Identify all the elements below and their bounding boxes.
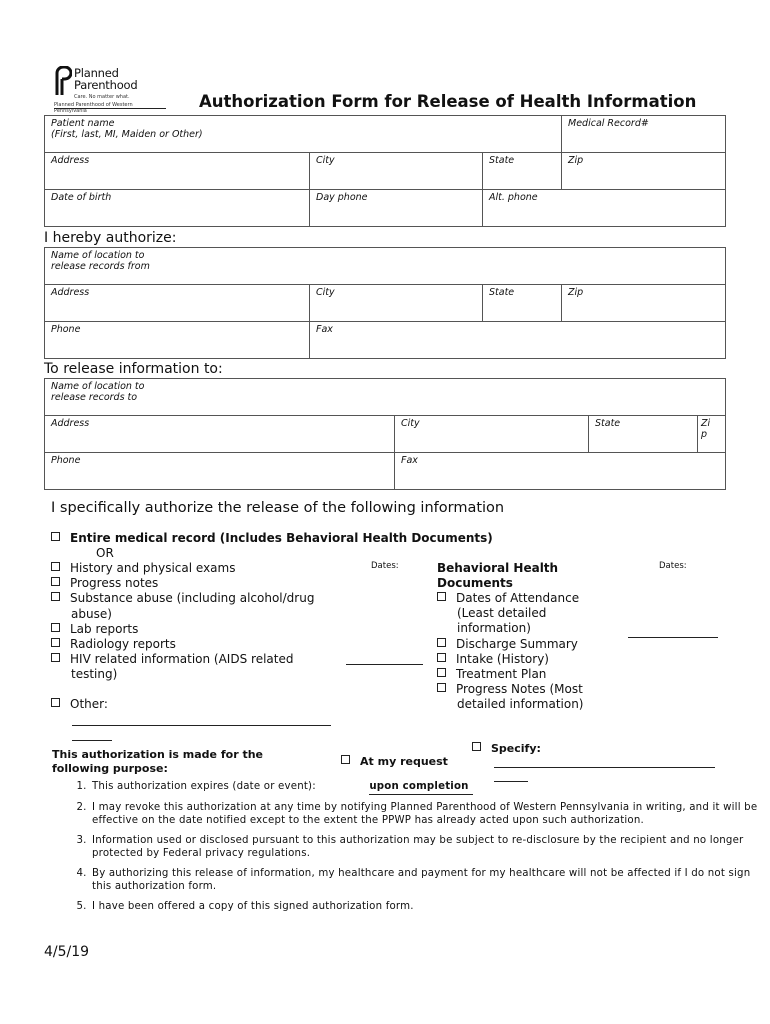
- checkbox-icon[interactable]: [51, 577, 60, 586]
- checkbox-icon[interactable]: [472, 742, 481, 751]
- option-substance-abuse-cont: abuse): [71, 606, 112, 621]
- release-to-city-field[interactable]: City: [395, 416, 589, 453]
- release-to-address-field[interactable]: Address: [45, 416, 395, 453]
- term-no-effect: 4. By authorizing this release of information, my healthcare and payment for my healthcare will not be affected if I do not sign this authorization form.: [90, 867, 770, 894]
- logo-tagline: Care. No matter what.: [74, 94, 130, 100]
- option-dates-attendance-cont2: information): [457, 621, 531, 636]
- release-to-fax-field[interactable]: Fax: [395, 453, 726, 490]
- authorize-heading: I hereby authorize:: [44, 230, 177, 246]
- release-from-state-field[interactable]: State: [483, 285, 562, 322]
- checkbox-icon[interactable]: [437, 592, 446, 601]
- patient-name-field[interactable]: Patient name (First, last, MI, Maiden or Other): [45, 116, 562, 153]
- patient-address-field[interactable]: Address: [45, 153, 310, 190]
- option-hiv-information[interactable]: HIV related information (AIDS related: [51, 652, 314, 667]
- patient-city-field[interactable]: City: [310, 153, 483, 190]
- specify-line[interactable]: [494, 767, 715, 768]
- medical-record-field[interactable]: Medical Record#: [562, 116, 726, 153]
- option-progress-notes-bh[interactable]: Progress Notes (Most: [437, 682, 583, 697]
- purpose-label: This authorization is made for the following purpose:: [52, 748, 263, 775]
- patient-state-field[interactable]: State: [483, 153, 562, 190]
- logo-affiliate: Planned Parenthood of Western Pennsylvania: [54, 102, 133, 114]
- release-from-fax-field[interactable]: Fax: [310, 322, 726, 359]
- option-substance-abuse[interactable]: Substance abuse (including alcohol/drug: [51, 591, 314, 606]
- term-copy-offered: 5. I have been offered a copy of this signed authorization form.: [90, 900, 770, 914]
- option-at-my-request[interactable]: At my request: [341, 755, 448, 769]
- bh-options-list: [437, 591, 583, 713]
- logo-divider: [54, 108, 166, 109]
- or-label: OR: [96, 546, 114, 560]
- release-from-table: [44, 247, 726, 359]
- release-from-city-field[interactable]: City: [310, 285, 483, 322]
- dates-label-left: Dates:: [371, 561, 399, 571]
- dates-label-right: Dates:: [659, 561, 687, 571]
- other-line-2[interactable]: [72, 740, 112, 741]
- option-hiv-information-cont: testing): [71, 667, 118, 682]
- left-options-list: [51, 561, 314, 683]
- release-from-phone-field[interactable]: Phone: [45, 322, 310, 359]
- option-entire-record[interactable]: Entire medical record (Includes Behavioral Health Documents): [51, 531, 493, 546]
- footer-date: 4/5/19: [44, 944, 90, 960]
- checkbox-icon[interactable]: [51, 532, 60, 541]
- release-to-zip-field[interactable]: Zi p: [698, 416, 726, 453]
- pp-logo-icon: [54, 66, 72, 96]
- term-redisclosure: 3. Information used or disclosed pursuant to this authorization may be subject to re-disclosure by the recipient and no longer protected by Federal privacy regulations.: [90, 834, 770, 861]
- alt-phone-field[interactable]: Alt. phone: [483, 190, 726, 227]
- expiration-value[interactable]: upon completion: [369, 780, 472, 795]
- specific-authorize-lead: I specifically authorize the release of the following information: [51, 500, 505, 516]
- term-expiration: 1. This authorization expires (date or event): upon completion: [90, 780, 770, 795]
- option-discharge-summary[interactable]: Discharge Summary: [437, 637, 583, 652]
- option-treatment-plan[interactable]: Treatment Plan: [437, 667, 583, 682]
- release-from-address-field[interactable]: Address: [45, 285, 310, 322]
- checkbox-icon[interactable]: [51, 638, 60, 647]
- option-lab-reports[interactable]: Lab reports: [51, 622, 314, 637]
- checkbox-icon[interactable]: [51, 623, 60, 632]
- dates-line-left[interactable]: [346, 664, 423, 665]
- patient-zip-field[interactable]: Zip: [562, 153, 726, 190]
- term-revoke: 2. I may revoke this authorization at any time by notifying Planned Parenthood of Western Pennsylvania in writing, and it will be effective on the date notified except to the extent the PPWP has already acted upon such authorization.: [90, 801, 770, 828]
- other-line[interactable]: [72, 725, 331, 726]
- option-radiology-reports[interactable]: Radiology reports: [51, 637, 314, 652]
- terms-list: [50, 780, 770, 919]
- option-dates-attendance[interactable]: Dates of Attendance: [437, 591, 583, 606]
- checkbox-icon[interactable]: [51, 562, 60, 571]
- release-from-location-field[interactable]: Name of location to release records from: [45, 248, 726, 285]
- release-from-zip-field[interactable]: Zip: [562, 285, 726, 322]
- checkbox-icon[interactable]: [437, 683, 446, 692]
- option-dates-attendance-cont1: (Least detailed: [457, 606, 547, 621]
- option-progress-notes[interactable]: Progress notes: [51, 576, 314, 591]
- release-to-state-field[interactable]: State: [589, 416, 698, 453]
- logo-wordmark: Planned Parenthood: [74, 66, 138, 92]
- option-intake-history[interactable]: Intake (History): [437, 652, 583, 667]
- dates-line-right[interactable]: [628, 637, 718, 638]
- checkbox-icon[interactable]: [437, 638, 446, 647]
- checkbox-icon[interactable]: [51, 592, 60, 601]
- release-to-table: [44, 378, 726, 490]
- checkbox-icon[interactable]: [51, 653, 60, 662]
- option-specify[interactable]: Specify:: [472, 742, 541, 756]
- behavioral-health-title: Behavioral Health Documents: [437, 561, 559, 591]
- checkbox-icon[interactable]: [341, 755, 350, 764]
- planned-parenthood-logo: [54, 66, 166, 114]
- option-other[interactable]: Other:: [51, 697, 108, 712]
- date-of-birth-field[interactable]: Date of birth: [45, 190, 310, 227]
- option-progress-notes-bh-cont: detailed information): [457, 697, 584, 712]
- page-title: Authorization Form for Release of Health Information: [199, 92, 697, 111]
- release-to-phone-field[interactable]: Phone: [45, 453, 395, 490]
- patient-info-table: [44, 115, 726, 227]
- checkbox-icon[interactable]: [51, 698, 60, 707]
- day-phone-field[interactable]: Day phone: [310, 190, 483, 227]
- checkbox-icon[interactable]: [437, 668, 446, 677]
- release-to-heading: To release information to:: [44, 361, 223, 377]
- option-history-physical[interactable]: History and physical exams: [51, 561, 314, 576]
- checkbox-icon[interactable]: [437, 653, 446, 662]
- release-to-location-field[interactable]: Name of location to release records to: [45, 379, 726, 416]
